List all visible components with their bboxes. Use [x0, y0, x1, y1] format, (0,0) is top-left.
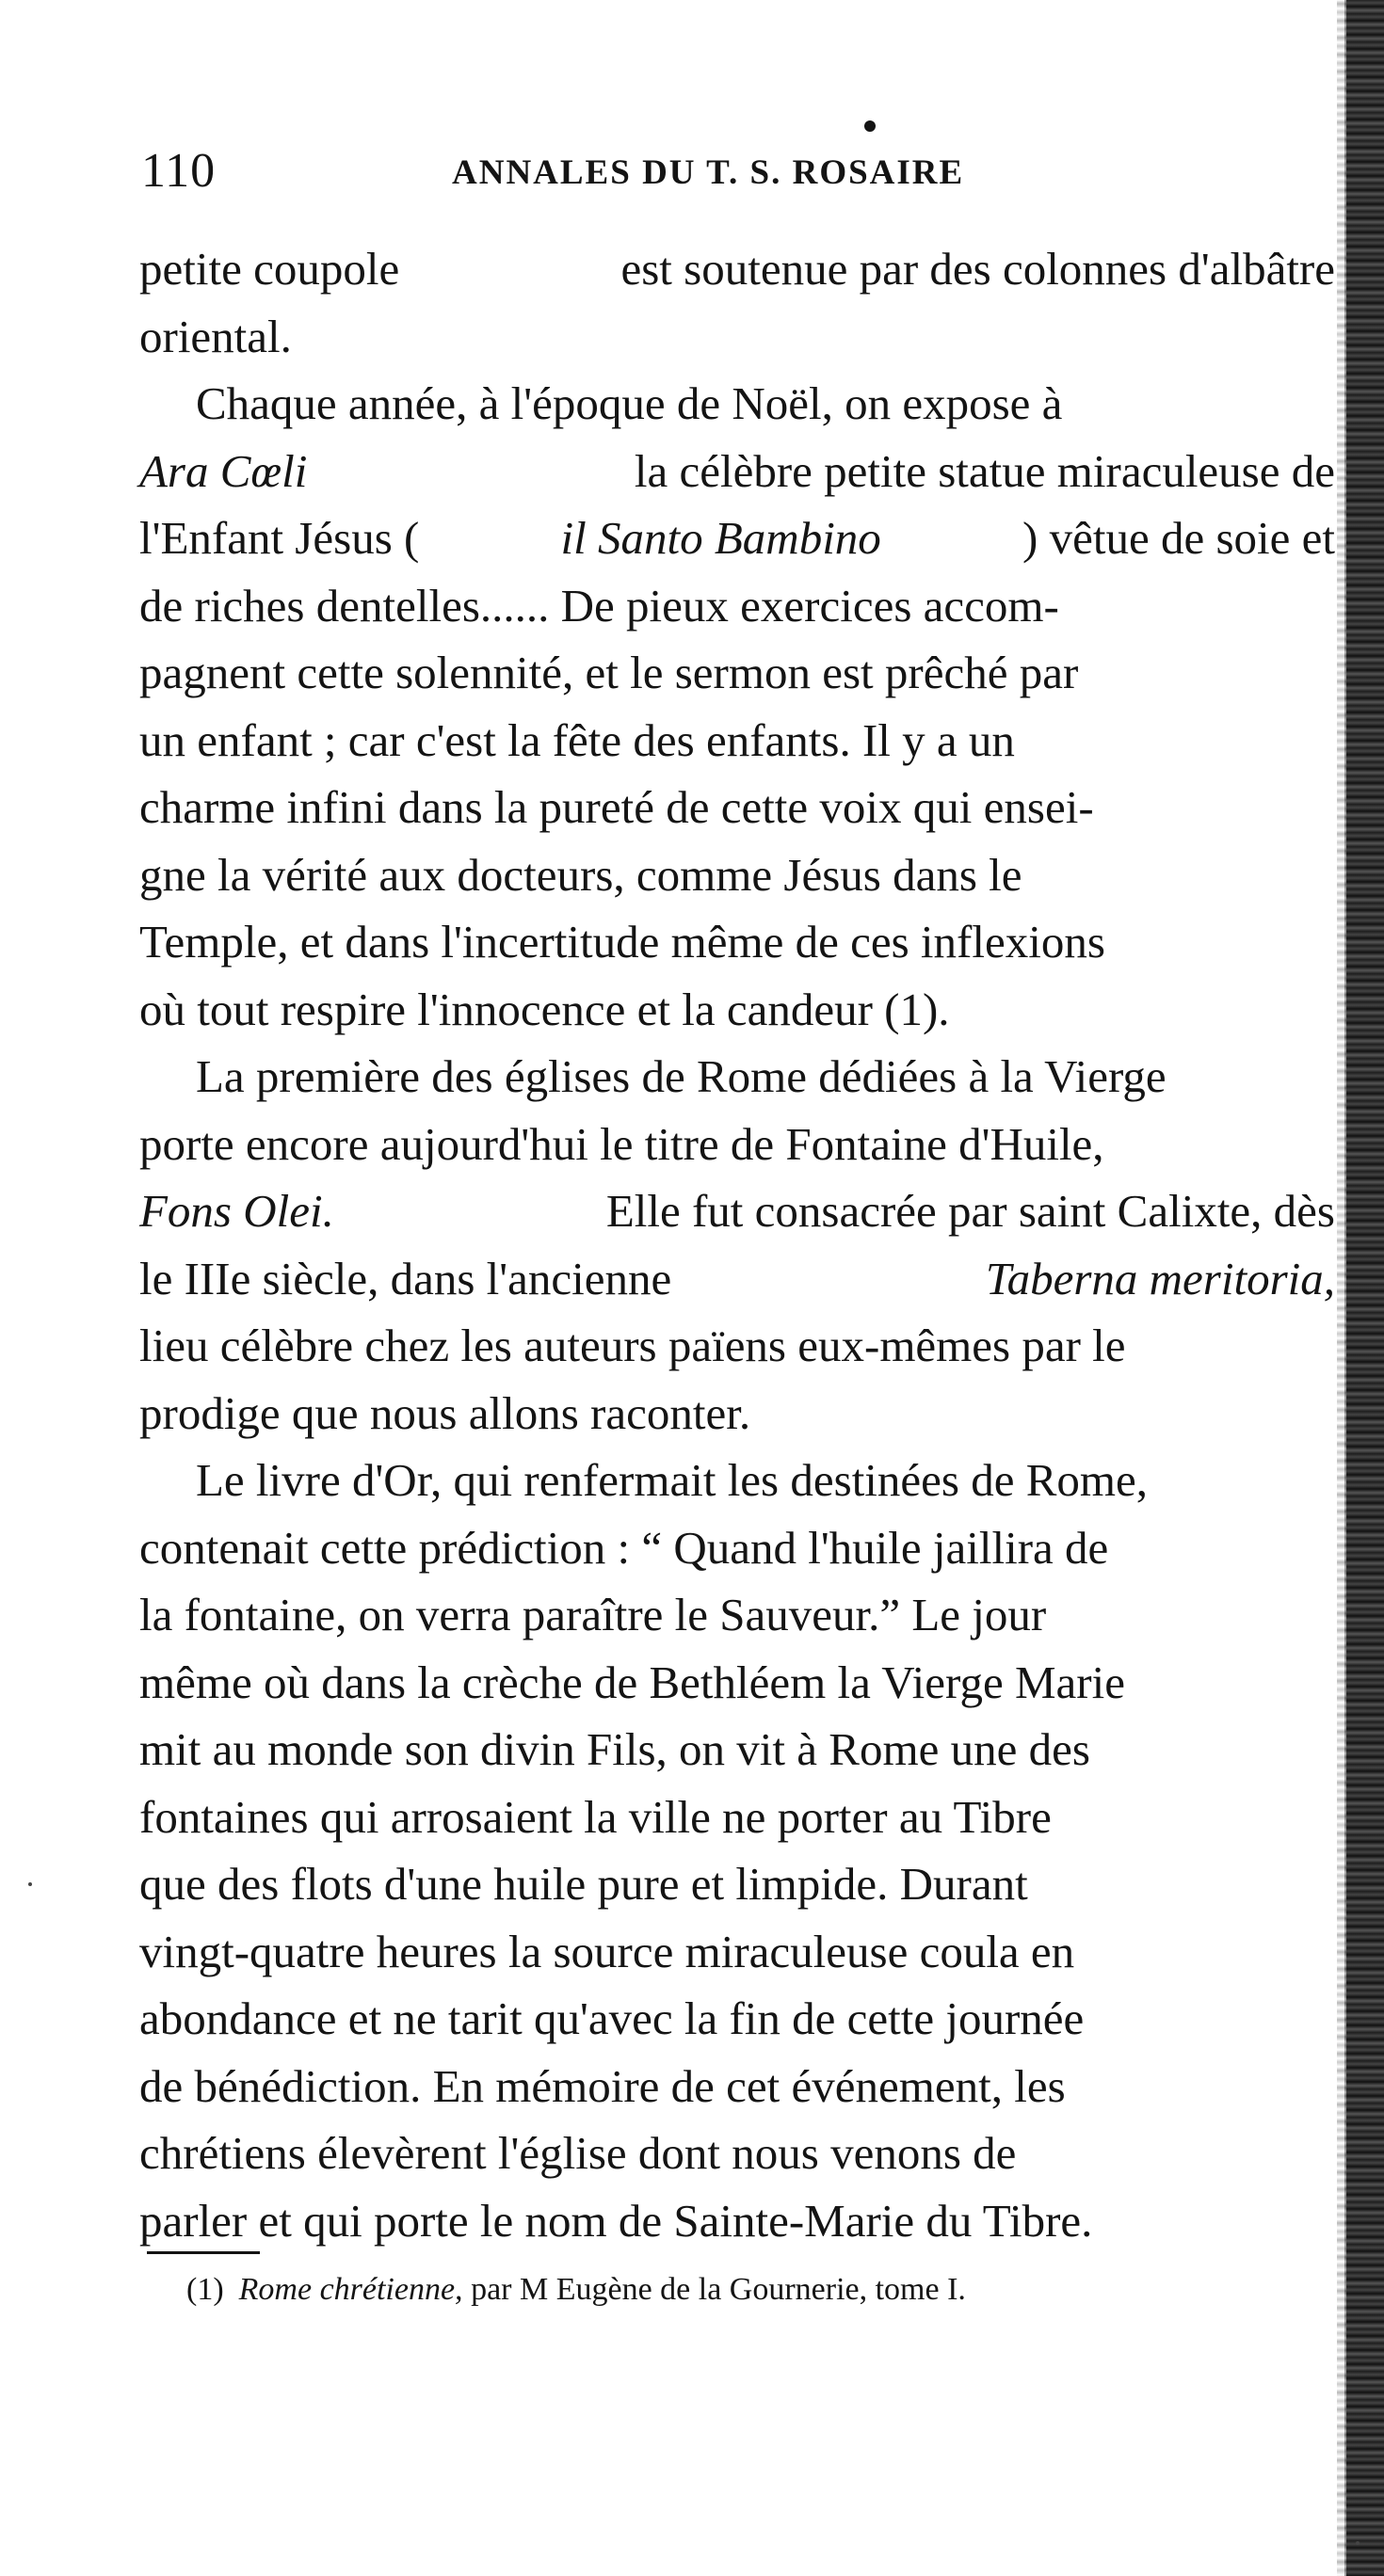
text-line: petite coupole est soutenue par des colonnes d'albâtre [139, 243, 1335, 295]
text-line: mit au monde son divin Fils, on vit à Rome une des [139, 1723, 1090, 1775]
text-line: que des flots d'une huile pure et limpide. Durant [139, 1858, 1028, 1910]
text-line: Fons Olei. Elle fut consacrée par saint Calixte, dès [139, 1177, 1335, 1245]
text-line: de bénédiction. En mémoire de cet événement, les [139, 2059, 1066, 2112]
text-line: pagnent cette solennité, et le sermon est prêché par [139, 647, 1079, 698]
running-head [141, 143, 1346, 200]
italic-phrase: Taberna meritoria, [985, 1252, 1335, 1304]
footnote-rule [147, 2251, 260, 2254]
text-line: prodige que nous allons raconter. [139, 1386, 751, 1439]
italic-phrase: il Santo Bambino [560, 512, 881, 564]
footnote-title: Rome chrétienne, [238, 2272, 463, 2307]
text-line: la fontaine, on verra paraître le Sauveur.” Le jour [139, 1589, 1047, 1640]
text-line: charme infini dans la pureté de cette voix qui ensei- [139, 781, 1094, 833]
text-line: contenait cette prédiction : “ Quand l'huile jaillira de [139, 1521, 1109, 1574]
paragraph-start-line: La première des églises de Rome dédiées à la Vierge [196, 1050, 1167, 1102]
paragraph-start-line: Chaque année, à l'époque de Noël, on expose à [196, 377, 1063, 429]
footnote-text: par M Eugène de la Gournerie, tome I. [462, 2272, 966, 2307]
text-line: parler et qui porte le nom de Sainte-Marie du Tibre. [139, 2194, 1093, 2247]
paragraph-start-line: Le livre d'Or, qui renfermait les destinées de Rome, [196, 1454, 1149, 1506]
text-line: un enfant ; car c'est la fête des enfants. Il y a un [139, 713, 1015, 766]
footnote-marker: (1) [186, 2272, 224, 2307]
text-line: vingt-quatre heures la source miraculeuse coula en [139, 1925, 1075, 1977]
text-line: lieu célèbre chez les auteurs païens eux-mêmes par le [139, 1320, 1126, 1371]
running-title: ANNALES DU T. S. ROSAIRE [452, 153, 965, 192]
text-line: de riches dentelles...... De pieux exercices accom- [139, 579, 1059, 632]
text-line: même où dans la crèche de Bethléem la Vierge Marie [139, 1656, 1125, 1708]
footnote [186, 2266, 966, 2313]
body-text [139, 235, 1335, 2254]
text-line: Temple, et dans l'incertitude même de ces inflexions [139, 916, 1105, 968]
text-line: où tout respire l'innocence et la candeur (1). [139, 983, 950, 1035]
book-binding-edge [1344, 0, 1384, 2576]
text-line: chrétiens élevèrent l'église dont nous venons de [139, 2127, 1017, 2179]
text-line: Ara Cœli la célèbre petite statue miraculeuse de [139, 438, 1335, 505]
text-line: l'Enfant Jésus ( il Santo Bambino ) vêtue de soie et [139, 504, 1335, 572]
text-line: gne la vérité aux docteurs, comme Jésus dans le [139, 848, 1022, 901]
paper-speck [1356, 2541, 1360, 2545]
text-line: porte encore aujourd'hui le titre de Fontaine d'Huile, [139, 1117, 1104, 1170]
text-line: oriental. [139, 310, 292, 362]
paper-speck [28, 1882, 32, 1886]
italic-phrase: Ara Cœli [139, 444, 308, 497]
text-line: fontaines qui arrosaient la ville ne porter au Tibre [139, 1790, 1052, 1843]
italic-phrase: Fons Olei. [139, 1185, 334, 1237]
ink-dot [864, 120, 876, 132]
page-number: 110 [141, 144, 217, 198]
text-line: abondance et ne tarit qu'avec la fin de cette journée [139, 1992, 1085, 2044]
text-line: le IIIe siècle, dans l'ancienne Taberna meritoria, [139, 1245, 1335, 1313]
